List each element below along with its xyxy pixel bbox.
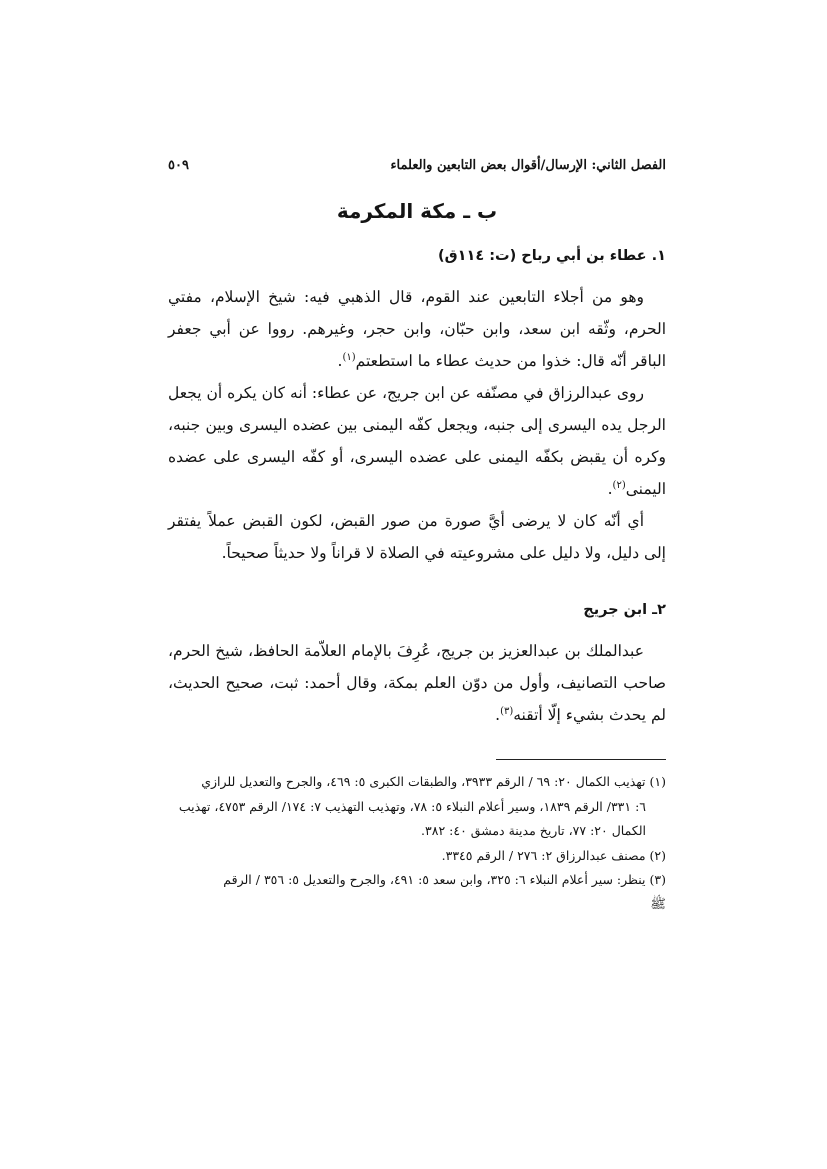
blessing-mark: ﷺ bbox=[650, 896, 666, 912]
footnote: (٢) مصنف عبدالرزاق ٢: ٢٧٦ / الرقم ٣٣٤٥. bbox=[441, 847, 666, 863]
chapter-title: الفصل الثاني: الإرسال/أقوال بعض التابعين والعلماء bbox=[390, 158, 666, 173]
section-title: ب ـ مكة المكرمة bbox=[336, 199, 498, 223]
entry-heading: ١. عطاء بن أبي رباح (ت: ١١٤ق) bbox=[438, 248, 666, 264]
running-header bbox=[168, 150, 666, 180]
entry-heading: ٢ـ ابن جريج bbox=[583, 602, 666, 618]
body-paragraph: روى عبدالرزاق في مصنّفه عن ابن جريج، عن عطاء: أنه كان يكره أن يجعل الرجل يده اليسرى إلى جنبه، ويجعل كفّه اليمنى بين عضده اليسرى وبين جنبه، وكره أن يقبض بكفّه اليمنى على عضده اليسرى، أو كفّه اليسرى على عضده اليمنى$^{(٢)}$. bbox=[168, 384, 666, 498]
document-page bbox=[168, 150, 666, 917]
footnote-ref[interactable]: (٢) bbox=[612, 479, 626, 491]
footnote-ref[interactable]: (٣) bbox=[500, 705, 514, 717]
footnote-divider bbox=[496, 759, 666, 760]
body-paragraph: وهو من أجلاء التابعين عند القوم، قال الذهبي فيه: شيخ الإسلام، مفتي الحرم، وثّقه ابن سعد، وابن حبّان، وابن حجر، وغيرهم. رووا عن أبي جعفر الباقر أنّه قال: خذوا من حديث عطاء ما استطعتم$^{(١)}$. bbox=[168, 288, 666, 370]
footnote: (٣) ينظر: سير أعلام النبلاء ٦: ٣٢٥، وابن سعد ٥: ٤٩١، والجرح والتعديل ٥: ٣٥٦ / الرقم ﷺ bbox=[168, 868, 666, 917]
body-paragraph: عبدالملك بن عبدالعزيز بن جريج، عُرِفَ بالإمام العلاّمة الحافظ، شيخ الحرم، صاحب التصانيف، وأول من دوّن العلم بمكة، وقال أحمد: ثبت، صحيح الحديث، لم يحدث بشيء إلّا أتقنه$^{(٣)}$. bbox=[168, 642, 666, 724]
body-paragraph: أي أنّه كان لا يرضى أيَّ صورة من صور القبض، لكون القبض عملاً يفتقر إلى دليل، ولا دليل على مشروعيته في الصلاة لا قراناً ولا حديثاً صحيحاً. bbox=[168, 512, 666, 562]
footnote: (١) تهذيب الكمال ٢٠: ٦٩ / الرقم ٣٩٣٣، والطبقات الكبرى ٥: ٤٦٩، والجرح والتعديل للرازي ٦: ٣٣١/ الرقم ١٨٣٩، وسير أعلام النبلاء ٥: ٧٨، وتهذيب التهذيب ٧: ١٧٤/ الرقم ٤٧٥٣، تهذيب الكمال ٢٠: ٧٧، تاريخ مدينة دمشق ٤٠: ٣٨٢. bbox=[178, 774, 666, 838]
page-number: ٥٠٩ bbox=[168, 158, 189, 173]
footnote-ref[interactable]: (١) bbox=[342, 351, 356, 363]
